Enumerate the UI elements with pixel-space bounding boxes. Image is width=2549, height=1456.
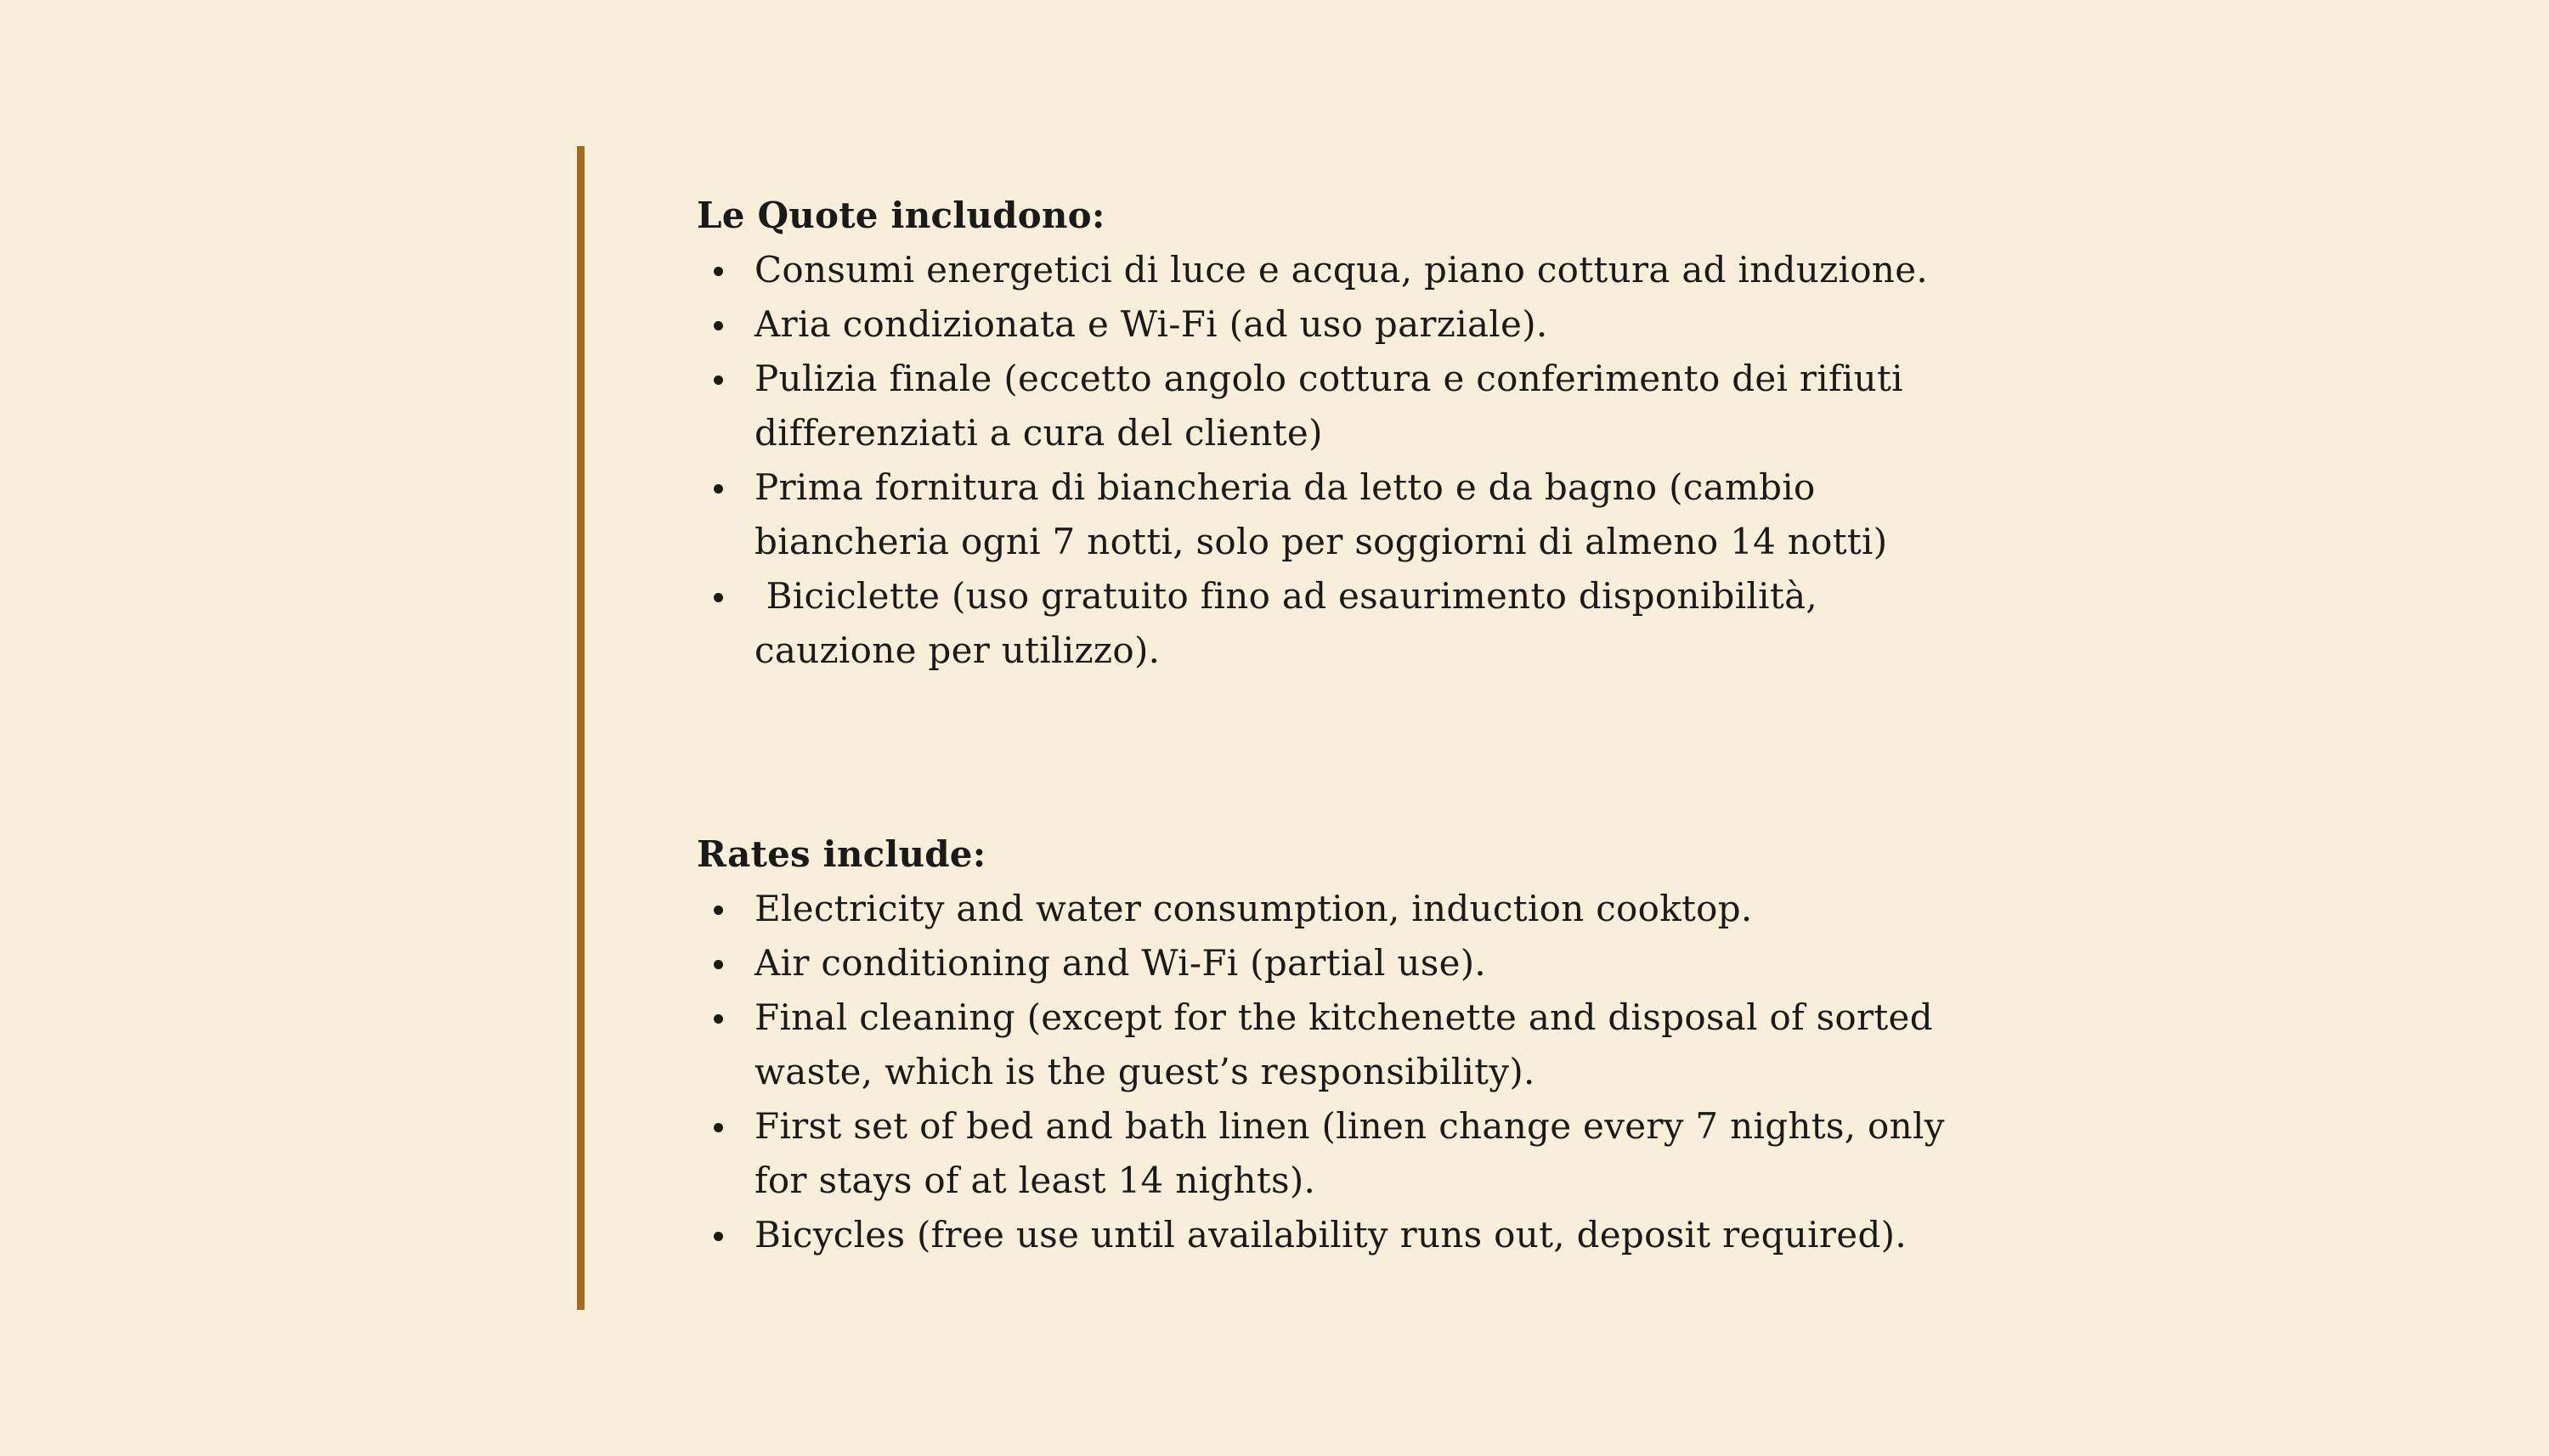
bullet-icon: [714, 267, 723, 276]
list-item-text: Aria condizionata e Wi-Fi (ad uso parziale).: [755, 303, 1548, 345]
bullet-icon: [714, 321, 723, 330]
list-item: [697, 352, 1971, 460]
list-item-text: First set of bed and bath linen (linen change every 7 nights, only for stays of at least 14 nights).: [755, 1105, 1945, 1201]
list-item: [697, 990, 1971, 1099]
list-item-text: Bicycles (free use until availability runs out, deposit required).: [755, 1214, 1907, 1256]
list-item: [697, 936, 1971, 990]
bullet-icon: [714, 1014, 723, 1024]
bullet-icon: [714, 1123, 723, 1132]
list-item: [697, 882, 1971, 936]
bullet-icon: [714, 593, 723, 602]
list-item-text: Pulizia finale (eccetto angolo cottura e conferimento dei rifiuti differenziati a cura del cliente): [755, 358, 1903, 454]
list-item-text: Electricity and water consumption, induction cooktop.: [755, 888, 1753, 929]
list-item: [697, 1208, 1971, 1262]
bullet-icon: [714, 906, 723, 915]
list-item-text: Prima fornitura di biancheria da letto e da bagno (cambio biancheria ogni 7 notti, solo per soggiorni di almeno 14 notti): [755, 466, 1888, 562]
english-inclusions-list: [697, 882, 1971, 1262]
italian-rates-section: [697, 189, 1971, 678]
list-item-text: Final cleaning (except for the kitchenette and disposal of sorted waste, which is the guest’s responsibility).: [755, 996, 1933, 1092]
vertical-accent-bar: [577, 146, 585, 1310]
list-item-text: Consumi energetici di luce e acqua, piano cottura ad induzione.: [755, 249, 1929, 291]
italian-inclusions-list: [697, 243, 1971, 678]
bullet-icon: [714, 375, 723, 385]
bullet-icon: [714, 960, 723, 969]
list-item-text: Air conditioning and Wi-Fi (partial use).: [755, 942, 1487, 984]
english-heading: Rates include:: [697, 833, 986, 875]
list-item: [697, 243, 1971, 297]
bullet-icon: [714, 484, 723, 494]
list-item: [697, 460, 1971, 569]
italian-heading: Le Quote includono:: [697, 195, 1105, 236]
bullet-icon: [714, 1232, 723, 1241]
english-rates-section: [697, 827, 1971, 1262]
list-item: [697, 569, 1971, 678]
list-item: [697, 1099, 1971, 1208]
list-item: [697, 297, 1971, 352]
list-item-text: Biciclette (uso gratuito fino ad esaurimento disponibilità, cauzione per utilizzo).: [755, 575, 1829, 671]
